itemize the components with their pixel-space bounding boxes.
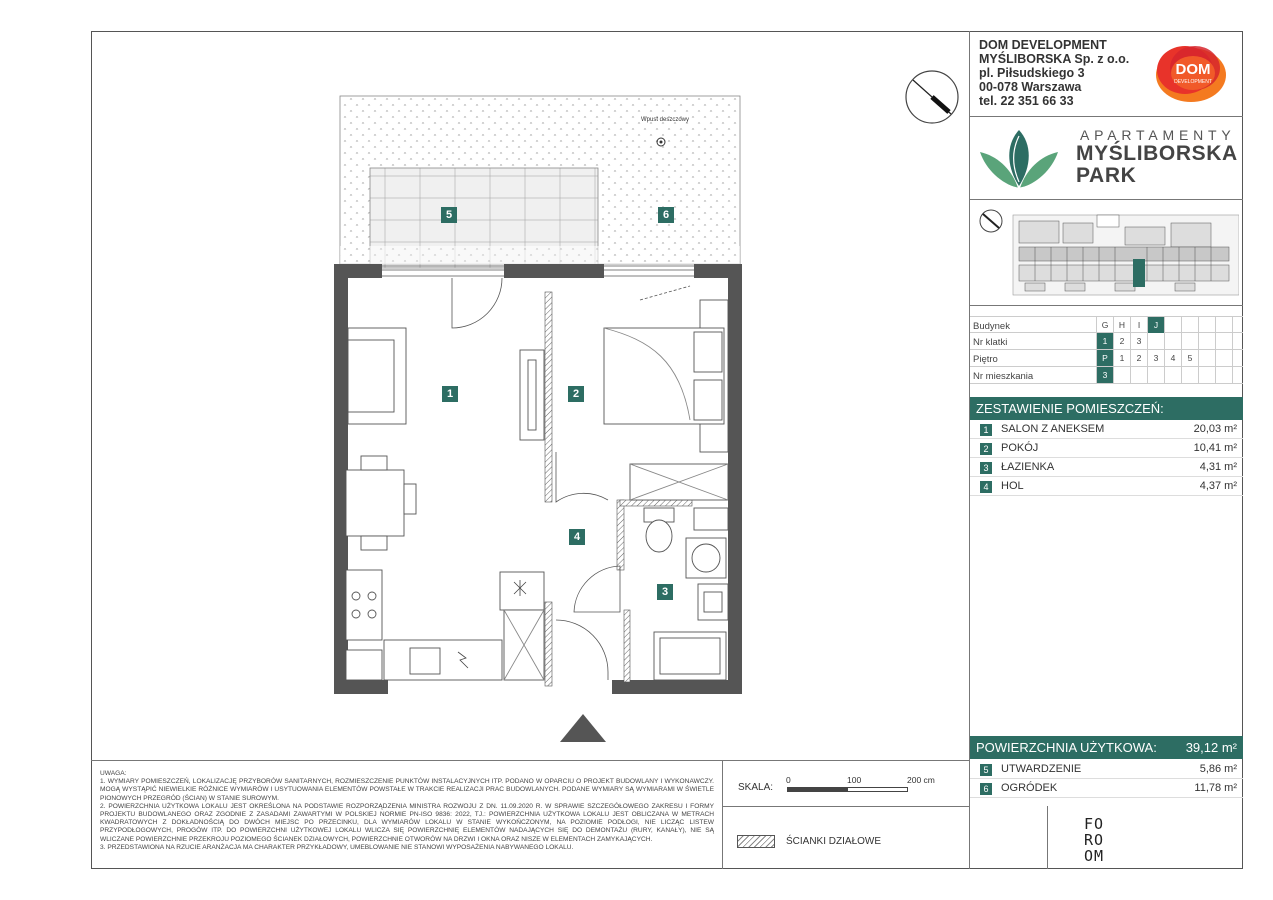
info-cell	[1215, 350, 1232, 366]
info-cell	[1164, 367, 1181, 383]
brand-line-2: MYŚLIBORSKA	[1076, 142, 1238, 165]
brand-divider	[969, 199, 1243, 200]
info-cell: 2	[1130, 350, 1147, 366]
extra-number: 6	[980, 783, 992, 795]
info-cell	[1215, 367, 1232, 383]
drain-label: Wpust deszczowy	[641, 117, 690, 123]
info-label: Budynek	[973, 321, 1010, 332]
room-area: 10,41 m²	[1193, 442, 1237, 454]
info-row	[970, 350, 1243, 367]
room-name: POKÓJ	[1001, 442, 1039, 454]
info-cell: J	[1147, 317, 1164, 333]
floor-plan	[300, 80, 760, 750]
company-city: 00-078 Warszawa	[979, 80, 1082, 94]
note-item: 1. WYMIARY POMIESZCZEŃ, LOKALIZACJĘ PRZYBORÓW SANITARNYCH, ROZMIESZCZENIE PUNKTÓW INSTALACYJNYCH ITP. PODANO W OPARCIU O PROJEKT BUDOWLANY I WYKONAWCZY. MOGĄ WYSTĄPIĆ NIEWIELKIE RÓŻNICE WYMIARÓW I USYTUOWANIA ELEMENTÓW POWSTAŁE W TRAKCIE REALIZACJI PRAC BUDOWLANYCH. PODANE WYMIARY SĄ WYMIARAMI W ŚWIETLE PIONOWYCH PRZEGRÓD (ŚCIAN) W STANIE SUROWYM.	[100, 778, 714, 802]
info-cell	[1215, 333, 1232, 349]
info-cell	[1130, 367, 1147, 383]
info-cell: 2	[1113, 333, 1130, 349]
info-cell	[1232, 367, 1249, 383]
extra-row	[970, 760, 1243, 779]
info-cell: I	[1130, 317, 1147, 333]
note-item: 2. POWIERZCHNIA UŻYTKOWA LOKALU JEST OKREŚLONA NA PODSTAWIE ROZPORZĄDZENIA MINISTRA ROZWOJU Z DN. 11.09.2020 R. W SPRAWIE SZCZEGÓŁOWEGO ZAKRESU I FORMY PROJEKTU BUDOWLANEGO ORAZ ZGODNIE Z ZASADAMI ZAWARTYMI W POLSKIEJ NORMIE PN-ISO 9836: 2022, TJ.: POWIERZCHNIA UŻYTKOWA LOKALU JEST OBLICZANA W METRACH KWADRATOWYCH Z DOKŁADNOŚCIĄ DO DWÓCH MIEJSC PO PRZECINKU, DLA WYMIARÓW LOKALU W STANIE WYKOŃCZONYM, NA POZIOMIE PODŁOGI, NIE LICZĄC LISTEW PRZYPODŁOGOWYCH, PROGÓW ITP. DO POWIERZCHNI UŻYTKOWEJ LOKALU WLICZA SIĘ POWIERZCHNIĘ ELEMENTÓW NADAJĄCYCH SIĘ DO DEMONTAŻU (RURY, KANAŁY), NIE SĄ WLICZANE POWIERZCHNIE PRZEKROJU POZIOMEGO ŚCIANEK DZIAŁOWYCH, POWIERZCHNIE OTWORÓW NA DRZWI I OKNA ORAZ NISZE W ELEMENTACH ZAMYKAJĄCYCH.	[100, 802, 714, 843]
footer-divider	[91, 760, 969, 761]
info-cell: P	[1096, 350, 1113, 366]
info-cell: 5	[1181, 350, 1198, 366]
room-name: HOL	[1001, 480, 1024, 492]
room-name: ŁAZIENKA	[1001, 461, 1055, 473]
notes-divider	[722, 760, 723, 869]
room-area: 4,31 m²	[1199, 461, 1237, 473]
room-number: 4	[980, 481, 992, 493]
partition-legend-swatch	[737, 835, 775, 848]
info-cell	[1164, 317, 1181, 333]
info-cell: 1	[1113, 350, 1130, 366]
info-cell: 3	[1130, 333, 1147, 349]
rooms-list	[970, 420, 1243, 496]
company-street: pl. Piłsudskiego 3	[979, 66, 1085, 80]
info-cell: 1	[1096, 333, 1113, 349]
info-cell	[1164, 333, 1181, 349]
room-number: 1	[980, 424, 992, 436]
usable-area-label: POWIERZCHNIA UŻYTKOWA:	[976, 740, 1157, 755]
company-block	[979, 38, 1129, 108]
scale-tick: 0	[786, 775, 791, 785]
scale-bar	[787, 787, 908, 792]
info-cell	[1147, 333, 1164, 349]
rooms-summary-title: ZESTAWIENIE POMIESZCZEŃ:	[970, 397, 1243, 420]
foroom-line: FO	[1084, 815, 1105, 833]
notes-title: UWAGA:	[100, 770, 127, 777]
logo-sub: DEVELOPMENT	[1174, 79, 1212, 85]
room-number: 3	[980, 462, 992, 474]
entrance-arrow-icon	[558, 712, 608, 744]
plan-label-2: 2	[568, 386, 584, 402]
info-cell: 3	[1147, 350, 1164, 366]
room-number: 2	[980, 443, 992, 455]
notes-block	[100, 770, 714, 852]
usable-area-bar	[970, 736, 1243, 759]
info-cell: 3	[1096, 367, 1113, 383]
info-cell	[1232, 333, 1249, 349]
brand-name	[1076, 143, 1238, 187]
info-label: Nr klatki	[973, 337, 1008, 348]
leaf-logo-icon	[976, 126, 1062, 194]
info-cell	[1198, 367, 1215, 383]
keyplan-divider	[969, 305, 1243, 306]
info-label: Piętro	[973, 354, 998, 365]
info-cell	[1181, 317, 1198, 333]
company-divider	[969, 116, 1243, 117]
info-row	[970, 316, 1243, 333]
info-cell: 4	[1164, 350, 1181, 366]
foroom-logo	[1084, 816, 1104, 864]
company-entity: MYŚLIBORSKA Sp. z o.o.	[979, 52, 1130, 66]
scale-divider	[722, 806, 969, 807]
plan-label-1: 1	[442, 386, 458, 402]
plan-label-3: 3	[657, 584, 673, 600]
info-cell: G	[1096, 317, 1113, 333]
brand-line-3: PARK	[1076, 164, 1137, 187]
apartment-info-table	[970, 316, 1243, 384]
info-cell	[1232, 350, 1249, 366]
extra-area: 5,86 m²	[1199, 763, 1237, 775]
plan-label-6: 6	[658, 207, 674, 223]
info-cell	[1113, 367, 1130, 383]
info-cell	[1198, 317, 1215, 333]
extra-area: 11,78 m²	[1194, 782, 1237, 794]
extra-number: 5	[980, 764, 992, 776]
info-label: Nr mieszkania	[973, 371, 1034, 382]
info-cell: H	[1113, 317, 1130, 333]
room-row	[970, 439, 1243, 458]
plan-label-5: 5	[441, 207, 457, 223]
legend-divider	[1047, 806, 1048, 869]
room-area: 4,37 m²	[1199, 480, 1237, 492]
info-row	[970, 333, 1243, 350]
info-cell	[1181, 367, 1198, 383]
partition-legend-label: ŚCIANKI DZIAŁOWE	[786, 836, 882, 847]
usable-area-value: 39,12 m²	[1185, 740, 1237, 755]
room-row	[970, 477, 1243, 496]
info-cell	[1198, 350, 1215, 366]
extra-row	[970, 779, 1243, 798]
scale-label: SKALA:	[738, 782, 774, 793]
plan-label-4: 4	[569, 529, 585, 545]
extra-name: UTWARDZENIE	[1001, 763, 1082, 775]
info-row	[970, 367, 1243, 384]
info-cell	[1215, 317, 1232, 333]
info-cell	[1147, 367, 1164, 383]
extra-name: OGRÓDEK	[1001, 782, 1058, 794]
scale-tick: 200 cm	[907, 775, 935, 785]
scale-tick: 100	[847, 775, 862, 785]
room-row	[970, 458, 1243, 477]
north-arrow-icon	[901, 66, 963, 128]
extras-list	[970, 760, 1243, 798]
room-row	[970, 420, 1243, 439]
logo-word: DOM	[1175, 61, 1211, 78]
room-area: 20,03 m²	[1193, 423, 1237, 435]
company-phone: tel. 22 351 66 33	[979, 94, 1074, 108]
info-cell	[1198, 333, 1215, 349]
dom-development-logo	[1155, 40, 1231, 104]
key-plan-map	[975, 203, 1239, 299]
note-item: 3. PRZEDSTAWIONA NA RZUCIE ARANŻACJA MA CHARAKTER PRZYKŁADOWY, UMEBLOWANIE NIE STANOWI WYPOSAŻENIA NABYWANEGO LOKALU.	[100, 843, 574, 851]
foroom-line: RO	[1084, 831, 1105, 849]
info-cell	[1181, 333, 1198, 349]
brand-line-1: APARTAMENTY	[1080, 127, 1236, 143]
foroom-line: OM	[1084, 847, 1105, 865]
info-cell	[1232, 317, 1249, 333]
company-name: DOM DEVELOPMENT	[979, 38, 1107, 52]
room-name: SALON Z ANEKSEM	[1001, 423, 1105, 435]
